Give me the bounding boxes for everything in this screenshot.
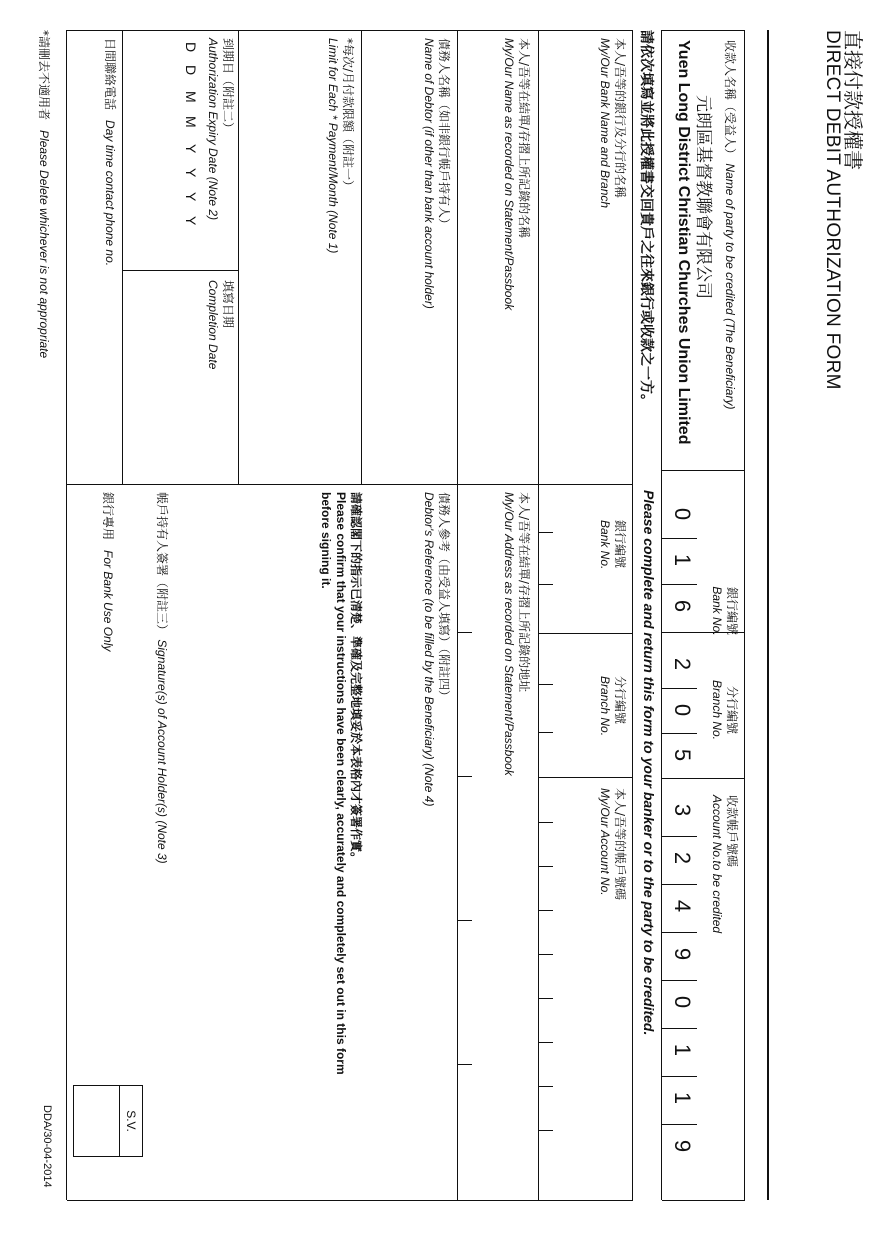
branch-digit: 2 bbox=[670, 657, 695, 671]
bank-branch-divider bbox=[662, 632, 745, 633]
digit-tick bbox=[539, 822, 553, 823]
digit-separator bbox=[662, 688, 697, 689]
date-letter: Y bbox=[183, 168, 199, 178]
confirmation-text bbox=[318, 492, 363, 1192]
date-letter: Y bbox=[183, 192, 199, 202]
account-digit: 3 bbox=[670, 803, 695, 817]
digit-tick bbox=[458, 776, 472, 777]
digit-tick bbox=[458, 632, 472, 633]
digit-tick bbox=[539, 910, 553, 911]
bank-digit: 0 bbox=[670, 507, 695, 521]
digit-separator bbox=[662, 1028, 697, 1029]
bank-digit: 6 bbox=[670, 599, 695, 613]
digit-separator bbox=[662, 1076, 697, 1077]
signature-field[interactable] bbox=[175, 488, 295, 1188]
phone-label: 日間聯絡電話 Day time contact phone no. bbox=[103, 38, 117, 267]
debtor-alt-name-field[interactable] bbox=[367, 36, 415, 476]
box-border-left bbox=[662, 30, 745, 31]
branch-digit: 5 bbox=[670, 748, 695, 762]
date-letter: D bbox=[183, 42, 199, 53]
digit-separator bbox=[662, 733, 697, 734]
row-divider bbox=[538, 30, 539, 484]
debtor-name-label: 本人/吾等在結單/存摺上所記錄的名稱 My/Our Name as recorded on Statement/Passbook bbox=[502, 38, 531, 311]
expiry-completion-divider bbox=[123, 270, 239, 271]
main-box-center-divider bbox=[67, 484, 633, 485]
bank-use-label: 銀行專用 For Bank Use Only bbox=[101, 492, 115, 652]
instruction-chinese: 請依次填寫並將此授權書交回貴戶之往來銀行或收款之一方。 bbox=[638, 30, 654, 408]
form-title-chinese: 直接付款授權書 bbox=[841, 30, 865, 170]
confirmation-english-line-2: before signing it. bbox=[319, 492, 333, 589]
digit-tick bbox=[539, 732, 553, 733]
instruction-english: Please complete and return this form to your banker or to the party to be credited. bbox=[641, 490, 657, 1036]
row-divider bbox=[122, 30, 123, 484]
box-border-top bbox=[744, 30, 745, 1200]
debtor-name-field[interactable] bbox=[463, 36, 497, 476]
bank-use-top bbox=[66, 484, 67, 1200]
sv-label: S.V. bbox=[119, 1086, 142, 1156]
debtor-address-field[interactable] bbox=[463, 488, 497, 1194]
digit-tick bbox=[539, 684, 553, 685]
digit-separator bbox=[662, 932, 697, 933]
digit-tick bbox=[539, 584, 553, 585]
branch-no-header: 分行編號 Branch No. bbox=[710, 679, 739, 741]
debtor-reference-field[interactable] bbox=[375, 488, 415, 1194]
beneficiary-label: 收款人名稱（受益人） Name of party to be credited (The Beneficiary) bbox=[723, 40, 737, 410]
digit-tick bbox=[458, 1064, 472, 1065]
digit-separator bbox=[662, 884, 697, 885]
footer-note: *請刪去不適用者 Please Delete whichever is not appropriate bbox=[37, 30, 51, 359]
row-divider bbox=[538, 484, 539, 1200]
debtor-bank-no-label: 銀行編號 Bank No. bbox=[598, 520, 627, 570]
completion-label: 填寫日期 Completion Date bbox=[206, 280, 235, 370]
debtor-branch-no-label: 分行編號 Branch No. bbox=[598, 676, 627, 737]
expiry-label: 到期日（附註二） Authorization Expiry Date (Note 2) bbox=[206, 38, 235, 221]
phone-field[interactable] bbox=[71, 36, 101, 476]
account-digit: 1 bbox=[670, 1043, 695, 1057]
main-box-right bbox=[67, 1200, 633, 1201]
row-divider bbox=[457, 30, 458, 484]
row-divider bbox=[238, 30, 239, 484]
box-border-right bbox=[662, 1200, 745, 1201]
digit-tick bbox=[539, 954, 553, 955]
date-letter: D bbox=[183, 65, 199, 76]
digit-tick bbox=[539, 866, 553, 867]
title-rule bbox=[767, 30, 769, 1200]
date-letter: M bbox=[183, 116, 199, 128]
date-letter: Y bbox=[183, 216, 199, 226]
debtor-address-label: 本人/吾等在結單/存摺上所記錄的地址 My/Our Address as recorded on Statement/Passbook bbox=[502, 492, 531, 776]
completion-date-field[interactable] bbox=[127, 280, 199, 476]
digit-separator bbox=[662, 836, 697, 837]
digit-tick bbox=[539, 1042, 553, 1043]
digit-tick bbox=[539, 998, 553, 999]
debtor-alt-name-label: 債務人名稱（如非銀行帳戶持有人） Name of Debtor (if other than bank account holder) bbox=[422, 38, 451, 309]
debtor-reference-label: 債務人參考（由受益人填寫）（附註四） Debtor's Reference (to be filled by the Beneficiary) (Note 4) bbox=[422, 492, 451, 807]
form-title-english: DIRECT DEBIT AUTHORIZATION FORM bbox=[822, 30, 843, 390]
bank-no-header: 銀行編號 Bank No. bbox=[710, 586, 739, 636]
account-digit: 9 bbox=[670, 1139, 695, 1153]
expiry-date-boxes[interactable] bbox=[127, 34, 199, 264]
beneficiary-divider bbox=[662, 470, 745, 471]
branch-digit: 0 bbox=[670, 703, 695, 717]
account-no-header: 收款帳戶號碼 Account No.to be credited bbox=[710, 795, 739, 934]
debtor-account-digit-boxes[interactable] bbox=[541, 486, 585, 1186]
debtor-bank-name-field[interactable] bbox=[545, 36, 609, 476]
beneficiary-name-english: Yuen Long District Christian Churches Union Limited bbox=[675, 40, 692, 445]
limit-field[interactable] bbox=[245, 36, 319, 476]
debtor-account-no-label: 本人/吾等的帳戶號碼 My/Our Account No. bbox=[598, 788, 627, 901]
digit-separator bbox=[662, 584, 697, 585]
main-box-top bbox=[632, 30, 633, 1200]
account-digit: 1 bbox=[670, 1091, 695, 1105]
digit-separator bbox=[662, 980, 697, 981]
beneficiary-name-chinese: 元朗區基督教聯會有限公司 bbox=[693, 95, 713, 299]
form-code: DDA/30-04-2014 bbox=[41, 1105, 53, 1188]
date-letter: Y bbox=[183, 144, 199, 154]
account-digit: 4 bbox=[670, 899, 695, 913]
digit-separator bbox=[662, 538, 697, 539]
branch-account-divider bbox=[662, 778, 745, 779]
main-box-left bbox=[67, 30, 633, 31]
digit-tick bbox=[458, 920, 472, 921]
row-divider bbox=[457, 484, 458, 1200]
bank-digit: 1 bbox=[670, 553, 695, 567]
signature-label: 帳戶持有人簽署（附註三） Signature(s) of Account Holder(s) (Note 3) bbox=[155, 492, 169, 864]
sv-box bbox=[73, 1085, 143, 1157]
digit-tick bbox=[539, 1130, 553, 1131]
digit-separator bbox=[662, 1124, 697, 1125]
account-digit: 2 bbox=[670, 851, 695, 865]
debtor-bank-name-label: 本人/吾等的銀行及分行的名稱 My/Our Bank Name and Branch bbox=[598, 38, 627, 209]
account-digit: 0 bbox=[670, 995, 695, 1009]
limit-label: *每次/月付款限額（附註一） Limit for Each * Payment/Month (Note 1) bbox=[326, 38, 355, 254]
digit-tick bbox=[539, 1086, 553, 1087]
box-border-bottom bbox=[661, 30, 662, 1200]
row-divider bbox=[361, 30, 362, 484]
date-letter: M bbox=[183, 91, 199, 103]
confirmation-chinese: 請確認閣下的指示已清楚、準確及完整地填妥於本表格內才簽署作實。 bbox=[349, 492, 363, 865]
confirmation-english-line-1: Please confirm that your instructions have been clearly, accurately and completely set out in this form bbox=[334, 492, 348, 1075]
digit-tick bbox=[539, 532, 553, 533]
account-digit: 9 bbox=[670, 947, 695, 961]
